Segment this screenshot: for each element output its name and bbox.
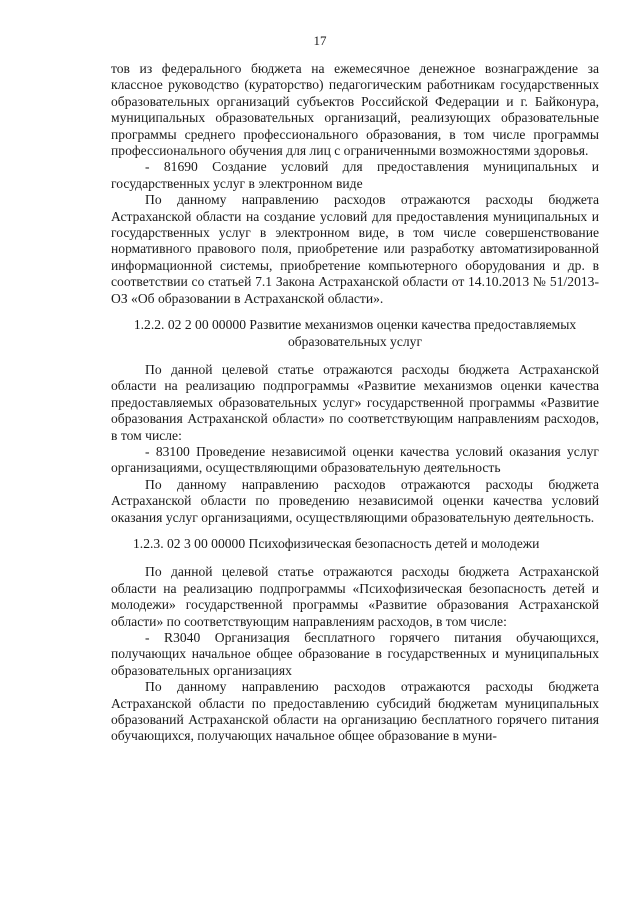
- list-item-81690: - 81690 Создание условий для предоставления муниципальных и государственных услуг в электронном виде: [111, 159, 599, 191]
- document-body: [111, 61, 599, 745]
- paragraph-83100-description: По данному направлению расходов отражаются расходы бюджета Астраханской области по проведению независимой оценки качества условий оказания услуг организациями, осуществляющими образовательную деятельность.: [111, 476, 599, 525]
- section-heading-1-2-3: 1.2.3. 02 3 00 00000 Психофизическая безопасность детей и молодежи: [133, 535, 540, 551]
- paragraph-section-1-2-3-intro: По данной целевой статье отражаются расходы бюджета Астраханской области на реализацию подпрограммы «Психофизическая безопасность детей и молодежи» государственной программы «Развитие образования Астраханской области» по соответствующим направлениям расходов, в том числе:: [111, 564, 599, 629]
- paragraph-section-1-2-2-intro: По данной целевой статье отражаются расходы бюджета Астраханской области на реализацию подпрограммы «Развитие механизмов оценки качества предоставляемых образовательных услуг» государственной программы «Развитие образования Астраханской области» по соответствующим направлениям расходов, в том числе:: [111, 361, 599, 443]
- paragraph-r3040-description: По данному направлению расходов отражаются расходы бюджета Астраханской области по предоставлению субсидий бюджетам муниципальных образований Астраханской области на организацию бесплатного горячего питания обучающихся, получающих начальное общее образование в муни-: [111, 679, 599, 744]
- paragraph-81690-description: По данному направлению расходов отражаются расходы бюджета Астраханской области на создание условий для предоставления муниципальных и государственных услуг в электронном виде, в том числе совершенствование нормативного правового поля, приобретение или разработку автоматизированной информационной системы, приобретение компьютерного оборудования и др. в соответствии со статьей 7.1 Закона Астраханской области от 14.10.2013 № 51/2013-ОЗ «Об образовании в Астраханской области».: [111, 192, 599, 306]
- list-item-r3040: - R3040 Организация бесплатного горячего питания обучающихся, получающих начальное общее образование в государственных и муниципальных образовательных организациях: [111, 630, 599, 678]
- paragraph-continuation: тов из федерального бюджета на ежемесячное денежное вознаграждение за классное руководство (кураторство) педагогическим работникам государственных образовательных организаций субъектов Российской Федерации и г. Байконура, муниципальных образовательных организаций, реализующих образовательные программы среднего профессионального образования, в том числе программы профессионального обучения для лиц с ограниченными возможностями здоровья.: [111, 61, 599, 159]
- section-heading-1-2-2: 1.2.2. 02 2 00 00000 Развитие механизмов оценки качества предоставляемых образовательных услуг: [133, 317, 577, 349]
- list-item-83100: - 83100 Проведение независимой оценки качества условий оказания услуг организациями, осуществляющими образовательную деятельность: [111, 443, 599, 476]
- page-number: 17: [313, 33, 327, 48]
